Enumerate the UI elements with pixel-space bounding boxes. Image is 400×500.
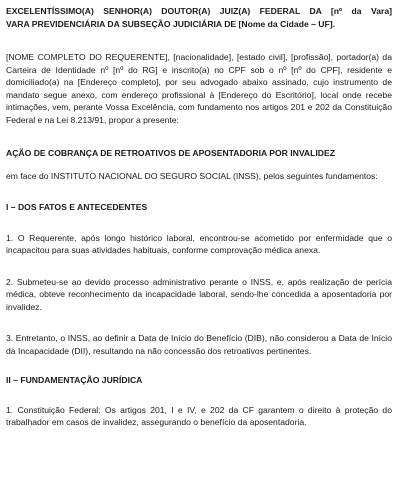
defendant-paragraph: em face do INSTITUTO NACIONAL DO SEGURO SOCIAL (INSS), pelos seguintes fundamentos: (6, 170, 378, 181)
section-heading-legal-basis: II – FUNDAMENTAÇÃO JURÍDICA (6, 375, 143, 385)
facts-item-1: 1. O Requerente, após longo histórico laboral, encontrou-se acometido por enfermidade que o incapacitou para suas atividades habituais, conforme comprovação médica anexa. (6, 232, 392, 255)
court-address-line-1: EXCELENTÍSSIMO(A) SENHOR(A) DOUTOR(A) JUIZ(A) FEDERAL DA [nº da Vara] (6, 6, 392, 16)
action-title: AÇÃO DE COBRANÇA DE RETROATIVOS DE APOSENTADORIA POR INVALIDEZ (6, 148, 335, 158)
legal-basis-item-1: 1. Constituição Federal: Os artigos 201, I e IV, e 202 da CF garantem o direito à proteção do trabalhador em casos de invalidez, assegurando o benefício da aposentadoria. (6, 404, 392, 427)
facts-item-3: 3. Entretanto, o INSS, ao definir a Data de Início do Benefício (DIB), não considerou a Data de Início da Incapacidade (DII), resultando na não concessão dos retroativos pertinentes. (6, 333, 392, 356)
section-heading-facts: I – DOS FATOS E ANTECEDENTES (6, 202, 148, 212)
court-address (6, 0, 392, 30)
facts-item-2: 2. Submeteu-se ao devido processo administrativo perante o INSS, e, após realização de perícia médica, obteve reconhecimento da incapacidade laboral, sendo-lhe concedida a aposentadoria por invalidez. (6, 276, 392, 312)
plaintiff-qualification: [NOME COMPLETO DO REQUERENTE], [nacionalidade], [estado civil], [profissão], portador(a) da Carteira de Identidade nº [nº do RG] e inscrito(a) no CPF sob o nº [nº do CPF], residente e domiciliado(a) na [Endereço completo], por seu advogado abaixo assinado, cujo instrumento de mandato segue anexo, com endereço profissional à [Endereço do Escritório], local onde recebe intimações, vem, perante Vossa Excelência, com fundamento nos artigos 201 e 202 da Constituição Federal e na Lei 8.213/91, propor a presente: (6, 52, 392, 125)
court-address-line-2: VARA PREVIDENCIÁRIA DA SUBSEÇÃO JUDICIÁRIA DE [Nome da Cidade – UF]. (6, 18, 335, 29)
petition-document (6, 0, 392, 500)
